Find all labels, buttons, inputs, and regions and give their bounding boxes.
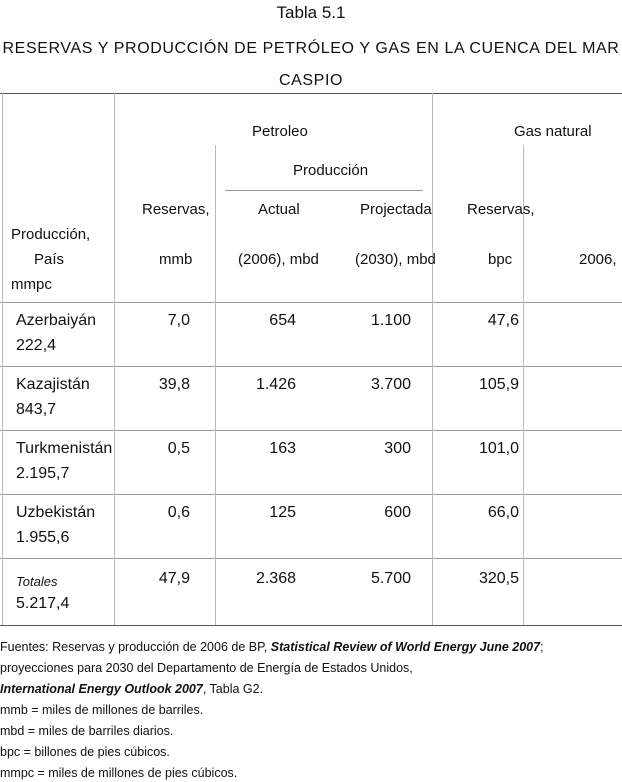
header-petroleo: Petroleo: [252, 123, 308, 140]
cell-reservas: 7,0: [167, 312, 190, 329]
table-bottom-border: [0, 625, 622, 626]
header-gas-reservas: Reservas,: [467, 201, 535, 218]
cell-country: Totales: [16, 574, 58, 589]
cell-country: Turkmenistán: [16, 440, 113, 457]
footnote-projections: proyecciones para 2030 del Departamento de Energía de Estados Unidos,: [0, 661, 413, 675]
footnote-text: , Tabla G2.: [202, 682, 264, 696]
cell-reservas: 47,9: [158, 570, 190, 587]
header-pais-line2: País: [34, 251, 65, 268]
footnote-title-italic: Statistical Review of World Energy June 2007: [270, 640, 541, 654]
footnote-text: Fuentes: Reservas y producción de 2006 de BP,: [0, 640, 271, 654]
cell-actual: 654: [269, 312, 296, 329]
cell-gas-production: 843,7: [16, 401, 57, 418]
header-actual: Actual: [258, 201, 300, 218]
footnote-mmb: mmb = miles de millones de barriles.: [0, 703, 204, 717]
col-divider: [114, 93, 115, 625]
cell-country: Uzbekistán: [16, 504, 96, 521]
header-actual-unit: (2006), mbd: [238, 251, 319, 268]
header-gas-natural: Gas natural: [514, 123, 592, 140]
cell-country: Kazajistán: [16, 376, 90, 393]
header-reservas: Reservas,: [142, 201, 210, 218]
footnote-text: ;: [540, 640, 544, 654]
cell-actual: 163: [269, 440, 296, 457]
cell-actual: 125: [269, 504, 296, 521]
cell-reservas: 39,8: [158, 376, 190, 393]
col-divider: [432, 93, 433, 625]
table-number: Tabla 5.1: [276, 3, 346, 22]
cell-gas-production: 5.217,4: [16, 595, 70, 612]
row-divider: [0, 558, 622, 559]
header-gas-reservas-unit: bpc: [488, 251, 513, 268]
table-title: [0, 33, 622, 97]
cell-gas-production: 1.955,6: [16, 529, 70, 546]
cell-gas-reservas: 320,5: [478, 570, 519, 587]
cell-reservas: 0,5: [167, 440, 190, 457]
cell-projectada: 300: [384, 440, 411, 457]
row-divider: [0, 494, 622, 495]
cell-actual: 2.368: [255, 570, 296, 587]
cell-gas-production: 2.195,7: [16, 465, 70, 482]
cell-gas-production: 222,4: [16, 337, 57, 354]
cell-gas-reservas: 101,0: [478, 440, 519, 457]
header-projectada-unit: (2030), mbd: [355, 251, 436, 268]
header-pais-line1: Producción,: [11, 226, 91, 243]
header-bottom-border: [0, 302, 622, 303]
col-divider: [2, 93, 3, 625]
table-title-line1: RESERVAS Y PRODUCCIÓN DE PETRÓLEO Y GAS EN LA CUENCA DEL MAR: [2, 40, 620, 57]
col-divider: [215, 145, 216, 625]
cell-projectada: 1.100: [370, 312, 411, 329]
cell-country: Azerbaiyán: [16, 312, 97, 329]
row-divider: [0, 430, 622, 431]
footnote-sources: [0, 640, 544, 654]
cell-projectada: 600: [384, 504, 411, 521]
cell-projectada: 3.700: [370, 376, 411, 393]
footnote-title-italic: International Energy Outlook 2007: [0, 682, 203, 696]
row-divider: [0, 366, 622, 367]
cell-reservas: 0,6: [167, 504, 190, 521]
produccion-underline: [225, 190, 423, 191]
header-projectada: Projectada: [360, 201, 432, 218]
table-title-line2: CASPIO: [278, 72, 344, 89]
cell-gas-reservas: 66,0: [487, 504, 519, 521]
cell-gas-reservas: 105,9: [478, 376, 519, 393]
cell-actual: 1.426: [255, 376, 296, 393]
footnote-mmpc: mmpc = miles de millones de pies cúbicos.: [0, 766, 238, 780]
header-pais-line3: mmpc: [11, 276, 52, 293]
cell-projectada: 5.700: [370, 570, 411, 587]
footnote-bpc: bpc = billones de pies cúbicos.: [0, 745, 170, 759]
footnote-outlook: [0, 682, 263, 696]
header-gas-2006: 2006,: [579, 251, 617, 268]
cell-gas-reservas: 47,6: [487, 312, 519, 329]
header-produccion: Producción: [293, 162, 369, 179]
table-top-border: [0, 93, 622, 94]
footnote-mbd: mbd = miles de barriles diarios.: [0, 724, 174, 738]
header-reservas-unit: mmb: [159, 251, 193, 268]
